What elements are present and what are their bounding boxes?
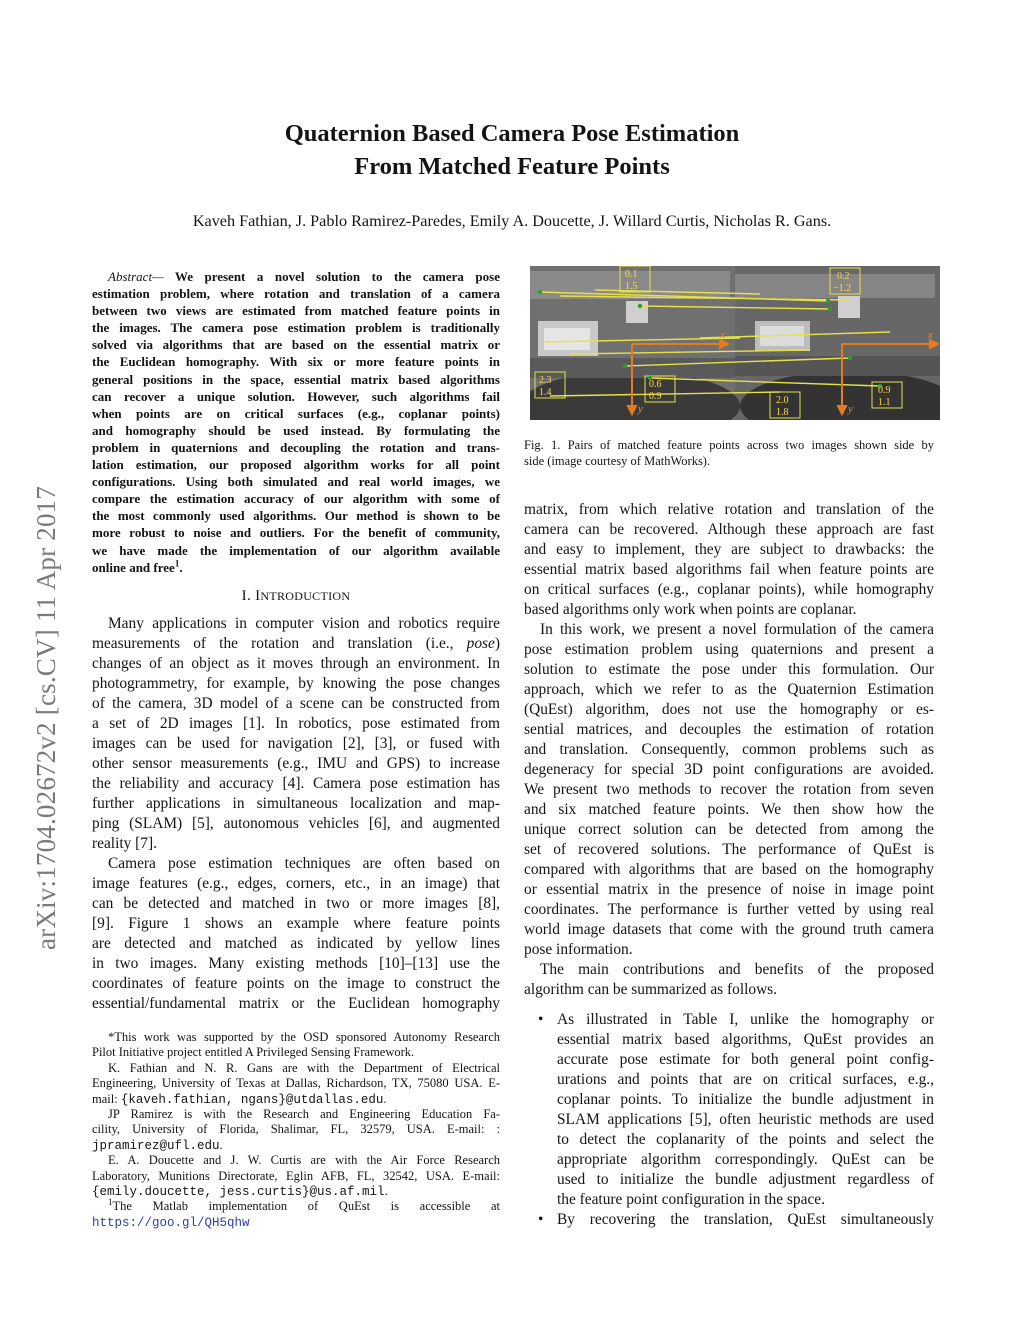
- text-run: approach, which we refer to as the Quaternion Estimation: [524, 681, 934, 698]
- intro-left-line: [92, 934, 500, 954]
- abstract-text: solved via algorithms that are based on the essential matrix or: [92, 337, 500, 353]
- intro-left-line: [92, 614, 500, 634]
- figure-label: 0.1: [625, 269, 638, 280]
- intro-left-line: [92, 834, 500, 854]
- arxiv-identifier: arXiv:1704.02672v2 [cs.CV] 11 Apr 2017: [31, 485, 61, 950]
- abstract-text: and homography should be used instead. By formulating the: [92, 422, 500, 438]
- text-run: ): [494, 635, 500, 652]
- bullet-icon: •: [538, 1211, 544, 1228]
- text-run: ping (SLAM) [5], autonomous vehicles [6], and augmented: [92, 815, 500, 832]
- text-run: Many applications in computer vision and robotics require: [108, 615, 500, 632]
- bullet-line: [524, 1090, 934, 1110]
- text-run: images can be used for navigation [2], [3], or fused with: [92, 735, 500, 752]
- footnote-line: [92, 1199, 500, 1214]
- intro-right-line: [524, 700, 934, 720]
- intro-left-line: [92, 734, 500, 754]
- abstract-line: [92, 456, 500, 473]
- intro-left-line: [92, 694, 500, 714]
- text-run: Camera pose estimation techniques are often based on: [108, 855, 500, 872]
- footnote-line: [92, 1092, 500, 1107]
- intro-right-line: [524, 560, 934, 580]
- abstract-line: [92, 319, 500, 336]
- text-run: of the camera, 3D model of a scene can be constructed from: [92, 695, 500, 712]
- abstract-line: [92, 268, 500, 285]
- text-run: The Matlab implementation of QuEst is accessible at: [112, 1199, 500, 1214]
- figure-label: 2.3: [539, 375, 552, 386]
- figure-caption: [524, 437, 934, 469]
- figure-label: 1.5: [625, 281, 638, 292]
- abstract-text: we have made the implementation of our algorithm available: [92, 542, 500, 558]
- intro-right-line: [524, 620, 934, 640]
- axis-label-x: x: [720, 329, 725, 341]
- text-run: the reliability and accuracy [4]. Camera pose estimation has: [92, 775, 500, 792]
- figure-label: 0.2: [837, 271, 850, 282]
- text-run: (QuEst) algorithm, does not use the homography or es-: [524, 701, 934, 718]
- footnote-line: [92, 1061, 500, 1076]
- bullet-line: [524, 1010, 934, 1030]
- axis-label-y: y: [848, 403, 853, 415]
- intro-left-line: [92, 994, 500, 1014]
- abstract-label: Abstract—: [108, 269, 164, 284]
- text-run: Engineering, University of Texas at Dallas, Richardson, TX, 75080 USA. E-: [92, 1076, 500, 1091]
- abstract-line: [92, 388, 500, 405]
- footnote-line: [92, 1107, 500, 1122]
- email-address: jpramirez@ufl.edu: [92, 1138, 220, 1153]
- text-run: [9]. Figure 1 shows an example where feature points: [92, 915, 500, 932]
- abstract-end: .: [179, 559, 183, 575]
- bullet-line: [524, 1030, 934, 1050]
- abstract-text: estimation problem, where rotation and translation of a camera: [92, 286, 500, 302]
- intro-left-line: [92, 714, 500, 734]
- text-run: We present two methods to recover the rotation from seven: [524, 781, 934, 798]
- caption-line: side (image courtesy of MathWorks).: [524, 454, 711, 468]
- abstract-text: more robust to noise and outliers. For the benefit of community,: [92, 525, 500, 541]
- bullet-line: [524, 1210, 934, 1230]
- abstract-line: [92, 473, 500, 490]
- intro-left-line: [92, 634, 500, 654]
- text-run: K. Fathian and N. R. Gans are with the Department of Electrical: [108, 1060, 500, 1075]
- intro-right-line: [524, 720, 934, 740]
- text-run: changes of an object as it moves through an environment. In: [92, 655, 500, 672]
- text-run: Pilot Initiative project entitled A Privileged Sensing Framework.: [92, 1045, 415, 1060]
- text-run: compared with algorithms that are based on the homography: [524, 861, 934, 878]
- intro-left-line: [92, 754, 500, 774]
- bullet-line: [524, 1150, 934, 1170]
- section-title: [255, 588, 350, 604]
- figure-label: 1.4: [539, 387, 552, 398]
- text-run: .: [219, 1137, 223, 1152]
- intro-right-line: [524, 940, 934, 960]
- text-run: the feature point configuration in the space.: [557, 1191, 825, 1208]
- abstract-text: the most commonly used algorithms. Our method is shown to be: [92, 508, 500, 524]
- figure-label: −1.2: [833, 283, 852, 294]
- abstract-text: general positions in the space, essential matrix based algorithms: [92, 371, 500, 387]
- text-run: SLAM applications [5], often heuristic methods are used: [557, 1111, 934, 1128]
- text-run: a set of 2D images [1]. In robotics, pose estimated from: [92, 715, 500, 732]
- intro-right-line: [524, 780, 934, 800]
- axis-label-x: x: [928, 329, 933, 341]
- intro-right-line: [524, 500, 934, 520]
- intro-right-line: [524, 680, 934, 700]
- abstract-text: compare the estimation accuracy of our algorithm with some of: [92, 491, 500, 507]
- abstract-text: can recover a unique solution. However, such algorithms fail: [92, 388, 500, 404]
- matched-features-photo: [530, 266, 940, 420]
- intro-right-line: [524, 520, 934, 540]
- text-run: .: [383, 1091, 387, 1106]
- abstract-line: [92, 524, 500, 541]
- text-run: cility, University of Florida, Shalimar, FL, 32579, USA. E-mail: :: [92, 1122, 500, 1137]
- abstract-text: configurations. Using both simulated and real world images, we: [92, 474, 500, 490]
- abstract-line: [92, 490, 500, 507]
- figure-label: 0.9: [649, 391, 662, 402]
- text-run: accurate pose estimate for both general point config-: [557, 1051, 934, 1068]
- abstract-text: the Euclidean homography. With six or more feature points in: [92, 354, 500, 370]
- bullet-icon: •: [538, 1011, 544, 1028]
- email-address: {emily.doucette, jess.curtis}@us.af.mil: [92, 1184, 385, 1199]
- text-run: photogrammetry, for example, by knowing the pose changes: [92, 675, 500, 692]
- text-run: Laboratory, Munitions Directorate, Eglin AFB, FL, 32542, USA. E-mail:: [92, 1168, 500, 1183]
- footnote-line: [92, 1169, 500, 1184]
- title-line-1: Quaternion Based Camera Pose Estimation: [284, 120, 740, 147]
- email-address: {kaveh.fathian, ngans}@utdallas.edu: [120, 1092, 384, 1107]
- abstract-line: [92, 405, 500, 422]
- emphasis: pose: [466, 635, 495, 652]
- footnotes: [92, 1030, 500, 1230]
- text-run: to detect the coplanarity of the points and select the: [557, 1131, 934, 1148]
- text-run: used to initialize the bundle adjustment regardless of: [557, 1171, 934, 1188]
- code-link[interactable]: https://goo.gl/QH5qhw: [92, 1215, 250, 1230]
- text-run: solution to estimate the pose under this formulation. Our: [524, 661, 934, 678]
- footnote-mark: 1: [174, 558, 180, 569]
- text-run: mail:: [92, 1091, 121, 1106]
- abstract-line: [92, 371, 500, 388]
- abstract-line: [92, 336, 500, 353]
- intro-left-line: [92, 954, 500, 974]
- figure-label: 0.6: [649, 379, 662, 390]
- axis-label-y: y: [638, 403, 643, 415]
- text-run: reality [7].: [92, 835, 157, 852]
- text-run: urations and points that are on critical surfaces, e.g.,: [557, 1071, 934, 1088]
- abstract-text: We present a novel solution to the camera pose: [174, 269, 500, 284]
- abstract-line: [92, 353, 500, 370]
- abstract-text: between two views are estimated from matched feature points in: [92, 303, 500, 319]
- abstract-line: [92, 302, 500, 319]
- bullet-line: [524, 1050, 934, 1070]
- abstract-text: the images. The camera pose estimation problem is traditionally: [92, 320, 500, 336]
- text-run: essential matrix based algorithms, QuEst provides an: [557, 1031, 934, 1048]
- intro-left-line: [92, 814, 500, 834]
- intro-right-line: [524, 760, 934, 780]
- footnote-line: [92, 1153, 500, 1168]
- text-run: matrix, from which relative rotation and translation of the: [524, 501, 934, 518]
- introduction-text-right: [524, 500, 934, 1000]
- section-heading-introduction: [92, 585, 500, 607]
- footnote-line: [92, 1045, 500, 1060]
- intro-right-line: [524, 820, 934, 840]
- text-run: essential/fundamental matrix or the Euclidean homography: [92, 995, 500, 1012]
- footnote-line: [92, 1076, 500, 1091]
- intro-right-line: [524, 980, 934, 1000]
- bullet-line: [524, 1070, 934, 1090]
- text-run: coordinates of feature points on the image to construct the: [92, 975, 500, 992]
- text-run: By recovering the translation, QuEst simultaneously: [557, 1211, 934, 1228]
- text-run: pose information.: [524, 941, 633, 958]
- text-run: or essential matrix in the presence of noise in image point: [524, 881, 934, 898]
- abstract: [92, 268, 500, 576]
- text-run: are detected and matched as indicated by yellow lines: [92, 935, 500, 952]
- text-run: algorithm can be summarized as follows.: [524, 981, 778, 998]
- intro-left-line: [92, 914, 500, 934]
- footnote-line: [92, 1030, 500, 1045]
- intro-left-line: [92, 894, 500, 914]
- text-run: measurements of the rotation and translation (i.e.,: [92, 635, 467, 652]
- abstract-line: [92, 439, 500, 456]
- text-run: on critical surfaces (e.g., coplanar points), while homography: [524, 581, 934, 598]
- intro-left-line: [92, 674, 500, 694]
- bullet-line: [524, 1130, 934, 1150]
- footnote-mark: 1: [108, 1197, 113, 1208]
- text-run: further applications in simultaneous localization and map-: [92, 795, 500, 812]
- text-run: set of recovered solutions. The performance of QuEst is: [524, 841, 934, 858]
- text-run: appropriate algorithm correspondingly. QuEst can be: [557, 1151, 934, 1168]
- text-run: pose estimation problem using quaternions and present a: [524, 641, 934, 658]
- text-run: sential matrices, and decouples the estimation of rotation: [524, 721, 934, 738]
- intro-right-line: [524, 600, 934, 620]
- text-run: degeneracy for special 3D point configurations are avoided.: [524, 761, 934, 778]
- intro-right-line: [524, 840, 934, 860]
- bullet-line: [524, 1190, 934, 1210]
- author-list: Kaveh Fathian, J. Pablo Ramirez-Paredes, Emily A. Doucette, J. Willard Curtis, Nicholas R. Gans.: [192, 212, 832, 230]
- intro-right-line: [524, 880, 934, 900]
- intro-right-line: [524, 960, 934, 980]
- abstract-text: online and free: [92, 559, 175, 575]
- section-title-initial: I: [255, 588, 261, 604]
- text-run: and easy to implement, they are subject to drawbacks: the: [524, 541, 934, 558]
- abstract-line: [92, 542, 500, 559]
- abstract-line: [92, 285, 500, 302]
- figure-label: 0.9: [878, 385, 891, 396]
- intro-right-line: [524, 800, 934, 820]
- text-run: JP Ramirez is with the Research and Engineering Education Fa-: [108, 1106, 500, 1121]
- figure-label: 1.8: [776, 407, 789, 418]
- abstract-line: [92, 507, 500, 524]
- abstract-text: lation estimation, our proposed algorithm works for all point: [92, 457, 500, 473]
- text-run: *This work was supported by the OSD sponsored Autonomy Research: [108, 1030, 500, 1044]
- text-run: unique correct solution can be detected from among the: [524, 821, 934, 838]
- footnote-line: [92, 1138, 500, 1153]
- intro-right-line: [524, 920, 934, 940]
- abstract-line: [92, 559, 500, 576]
- paper-title: [0, 117, 1024, 183]
- text-run: can be detected and matched in two or more images [8],: [92, 895, 500, 912]
- intro-left-line: [92, 774, 500, 794]
- intro-right-line: [524, 660, 934, 680]
- text-run: world image datasets that come with the ground truth camera: [524, 921, 934, 938]
- bullet-line: [524, 1110, 934, 1130]
- footnote-line: [92, 1122, 500, 1137]
- intro-right-line: [524, 740, 934, 760]
- intro-left-line: [92, 874, 500, 894]
- text-run: and six matched feature points. We then show how the: [524, 801, 934, 818]
- intro-left-line: [92, 654, 500, 674]
- text-run: other sensor measurements (e.g., IMU and GPS) to increase: [92, 755, 500, 772]
- text-run: essential matrix based algorithms fail when feature points are: [524, 561, 934, 578]
- abstract-text: when points are on critical surfaces (e.g., coplanar points): [92, 405, 500, 421]
- text-run: based algorithms only work when points are coplanar.: [524, 601, 857, 618]
- introduction-text-left: [92, 614, 500, 1014]
- text-run: .: [384, 1183, 388, 1198]
- text-run: camera can be recovered. Although these approach are fast: [524, 521, 934, 538]
- intro-left-line: [92, 974, 500, 994]
- intro-right-line: [524, 860, 934, 880]
- section-title-rest: NTRODUCTION: [260, 589, 351, 603]
- footnote-line: [92, 1215, 500, 1230]
- abstract-text: problem in quaternions and decoupling the rotation and trans-: [92, 439, 500, 455]
- figure-1-image: [530, 266, 940, 420]
- figure-label: 1.1: [878, 397, 891, 408]
- intro-right-line: [524, 540, 934, 560]
- intro-left-line: [92, 794, 500, 814]
- bullet-line: [524, 1170, 934, 1190]
- text-run: E. A. Doucette and J. W. Curtis are with the Air Force Research: [108, 1153, 500, 1168]
- intro-right-line: [524, 900, 934, 920]
- intro-right-line: [524, 640, 934, 660]
- abstract-line: [92, 422, 500, 439]
- caption-line: Fig. 1. Pairs of matched feature points across two images shown side by: [524, 438, 934, 452]
- text-run: The main contributions and benefits of the proposed: [540, 961, 934, 978]
- footnote-line: [92, 1184, 500, 1199]
- text-run: image features (e.g., edges, corners, etc., in an image) that: [92, 875, 500, 892]
- text-run: coplanar points. To initialize the bundle adjustment in: [557, 1091, 934, 1108]
- figure-label: 2.0: [776, 395, 789, 406]
- title-line-2: From Matched Feature Points: [354, 153, 670, 180]
- text-run: As illustrated in Table I, unlike the homography or: [557, 1011, 934, 1028]
- contributions-list: [524, 1010, 934, 1230]
- text-run: and translation. Consequently, common problems such as: [524, 741, 934, 758]
- text-run: In this work, we present a novel formulation of the camera: [540, 621, 934, 638]
- intro-left-line: [92, 854, 500, 874]
- section-number: I.: [241, 588, 252, 604]
- intro-right-line: [524, 580, 934, 600]
- text-run: in two images. Many existing methods [10]–[13] use the: [92, 955, 500, 972]
- text-run: coordinates. The performance is further vetted by using real: [524, 901, 934, 918]
